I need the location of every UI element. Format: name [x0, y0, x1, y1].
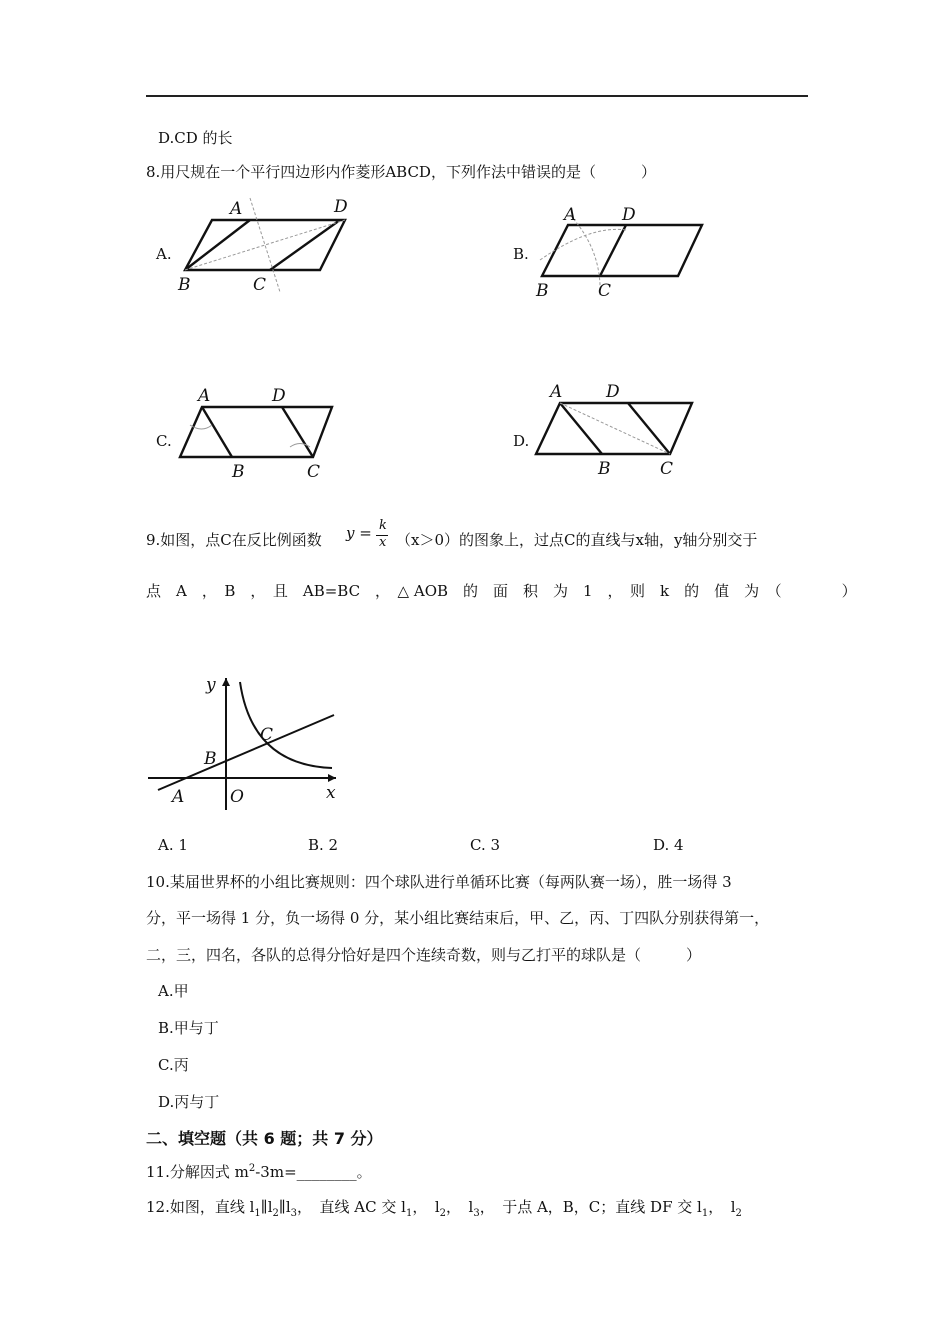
q8b-pt-b: B: [536, 281, 549, 301]
q8-label-a: A.: [156, 245, 172, 263]
q10-line2: 分，平一场得 1 分，负一场得 0 分，某小组比赛结束后，甲、乙，丙、丁四队分别获得第一，: [146, 909, 770, 927]
q11-b: -3m=________。: [255, 1163, 372, 1181]
q7-option-d: D.CD 的长: [158, 129, 233, 147]
q10-line1: 10.某届世界杯的小组比赛规则：四个球队进行单循环比赛（每两队赛一场），胜一场得 3: [146, 873, 732, 891]
q8a-pt-a: A: [230, 199, 243, 219]
q8c-pt-a: A: [198, 386, 211, 406]
q9-line2: 点 A ， B ， 且 AB=BC ， △ AOB 的 面 积 为 1 ， 则 k 的 值 为 （ ）: [146, 582, 857, 600]
q12-h: ， l: [708, 1198, 736, 1216]
q8b-pt-d: D: [622, 205, 636, 225]
q12-d: ， 直线 AC 交 l: [297, 1198, 406, 1216]
q9-option-a: A. 1: [158, 836, 188, 854]
q8a-pt-d: D: [334, 197, 348, 217]
q12-s2: 2: [272, 1208, 279, 1219]
q12-s8: 2: [735, 1208, 742, 1219]
q8-figure-c: [170, 385, 350, 485]
q11-a: 11.分解因式 m: [146, 1163, 249, 1181]
q8b-pt-a: A: [564, 205, 577, 225]
section-title-fill-in: 二、填空题（共 6 题；共 7 分）: [146, 1129, 383, 1148]
q9-y-eq: y =: [346, 524, 372, 542]
q9-stem-b: （x＞0）的图象上，过点C的直线与x轴，y轴分别交于: [396, 531, 758, 549]
header-rule: [146, 95, 808, 97]
q9-option-c: C. 3: [470, 836, 501, 854]
q8-label-d: D.: [513, 432, 530, 450]
q10-option-c: C.丙: [158, 1056, 189, 1074]
q9-figure: [140, 670, 350, 820]
q8-figure-d: [530, 380, 710, 480]
q12-c: ∥l: [278, 1198, 291, 1216]
q12-f: ， l: [446, 1198, 474, 1216]
q8d-pt-d: D: [606, 382, 620, 402]
q9-option-d: D. 4: [653, 836, 684, 854]
q10-line3: 二，三，四名，各队的总得分恰好是四个连续奇数，则与乙打平的球队是（ ）: [146, 946, 702, 964]
q12-b: ∥l: [260, 1198, 273, 1216]
q9-frac-k: k: [379, 518, 387, 533]
q8d-pt-a: A: [550, 382, 563, 402]
q9-option-b: B. 2: [308, 836, 339, 854]
q8d-pt-c: C: [660, 459, 674, 479]
q11: [146, 1161, 372, 1182]
q9-pt-o: O: [230, 787, 244, 807]
q9-pt-c: C: [260, 725, 274, 745]
q8d-pt-b: B: [598, 459, 611, 479]
q9-frac-x: x: [379, 535, 387, 550]
q8c-pt-d: D: [272, 386, 286, 406]
q8-label-c: C.: [156, 432, 172, 450]
q9-axis-y: y: [206, 675, 216, 695]
q12-g: ， 于点 A，B，C；直线 DF 交 l: [479, 1198, 702, 1216]
q9-pt-a: A: [172, 787, 185, 807]
q12-s5: 2: [439, 1208, 446, 1219]
q12-s7: 1: [701, 1208, 709, 1219]
q8-figure-a: [170, 190, 370, 300]
q10-option-d: D.丙与丁: [158, 1093, 220, 1111]
q12: [146, 1196, 742, 1219]
q9-stem-a: 9.如图，点C在反比例函数: [146, 531, 322, 549]
q9-axis-x: x: [326, 783, 336, 803]
q8-stem: 8.用尺规在一个平行四边形内作菱形ABCD，下列作法中错误的是（ ）: [146, 163, 656, 181]
q9-pt-b: B: [204, 749, 217, 769]
q12-s3: 3: [290, 1208, 298, 1219]
q8-figure-b: [530, 200, 720, 305]
q10-option-b: B.甲与丁: [158, 1019, 219, 1037]
q8b-pt-c: C: [598, 281, 612, 301]
q12-s6: 3: [473, 1208, 480, 1219]
q12-a: 12.如图，直线 l: [146, 1198, 255, 1216]
q11-sup: 2: [248, 1163, 256, 1174]
q8c-pt-b: B: [232, 462, 245, 482]
q8a-pt-c: C: [253, 275, 267, 295]
q12-e: ， l: [412, 1198, 440, 1216]
q12-s1: 1: [254, 1208, 261, 1219]
q12-s4: 1: [405, 1208, 413, 1219]
q8c-pt-c: C: [307, 462, 321, 482]
q8-label-b: B.: [513, 245, 529, 263]
q10-option-a: A.甲: [158, 982, 189, 1000]
q8a-pt-b: B: [178, 275, 191, 295]
